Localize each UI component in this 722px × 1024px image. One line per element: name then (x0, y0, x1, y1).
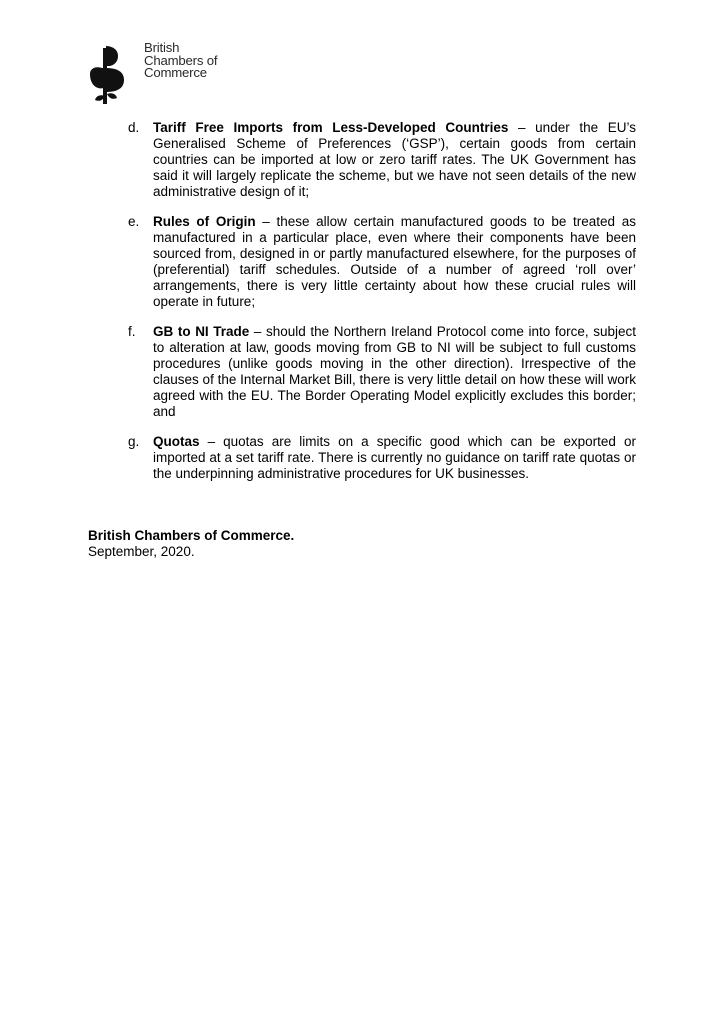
list-item-letter: g. (128, 434, 140, 449)
list-item-e (128, 214, 636, 310)
list-item-body (153, 324, 636, 420)
list-item-body (153, 120, 636, 200)
logo-line-2: Chambers of (144, 52, 218, 68)
list-item-d (128, 120, 636, 200)
list-item-title: Rules of Origin (153, 214, 256, 229)
list-item-letter: f. (128, 324, 136, 339)
list-item-body (153, 434, 636, 482)
list-item-letter: d. (128, 120, 140, 135)
signature-block (88, 528, 294, 560)
bcc-b-icon (88, 44, 140, 106)
logo-line-1: British (144, 40, 180, 55)
bcc-logo-text (144, 42, 217, 80)
list-item-title: GB to NI Trade (153, 324, 250, 339)
signature-org: British Chambers of Commerce. (88, 528, 295, 543)
bcc-logo (88, 40, 238, 106)
list-item-title: Tariff Free Imports from Less-Developed Countries (153, 120, 509, 135)
list-items (128, 120, 636, 496)
list-item-text: – quotas are limits on a specific good which can be exported or imported at a set tariff rate. There is currently no guidance on tariff rate quotas or the underpinning administrative procedures for UK businesses. (153, 434, 636, 481)
signature-date: September, 2020. (88, 544, 195, 559)
list-item-text: – should the Northern Ireland Protocol come into force, subject to alteration at law, goods moving from GB to NI will be subject to full customs procedures (unlike goods moving in the other direction). Irrespective of the clauses of the Internal Market Bill, there is very little detail on how these will work agreed with the EU. The Border Operating Model explicitly excludes this border; and (153, 324, 636, 419)
logo-line-3: Commerce (144, 65, 207, 80)
list-item-f (128, 324, 636, 420)
list-item-text: – these allow certain manufactured goods to be treated as manufactured in a particular place, even where their components have been sourced from, designed in or partly manufactured elsewhere, for the purposes of (preferential) tariff schedules. Outside of a number of agreed ‘roll over’ arrangements, there is very little certainty about how these crucial rules will operate in future; (153, 214, 636, 309)
list-item-letter: e. (128, 214, 140, 229)
list-item-text: – under the EU’s Generalised Scheme of Preferences (‘GSP’), certain goods from certain countries can be imported at low or zero tariff rates. The UK Government has said it will largely replicate the scheme, but we have not seen details of the new administrative design of it; (153, 120, 636, 199)
list-item-title: Quotas (153, 434, 200, 449)
list-item-g (128, 434, 636, 482)
list-item-body (153, 214, 636, 310)
